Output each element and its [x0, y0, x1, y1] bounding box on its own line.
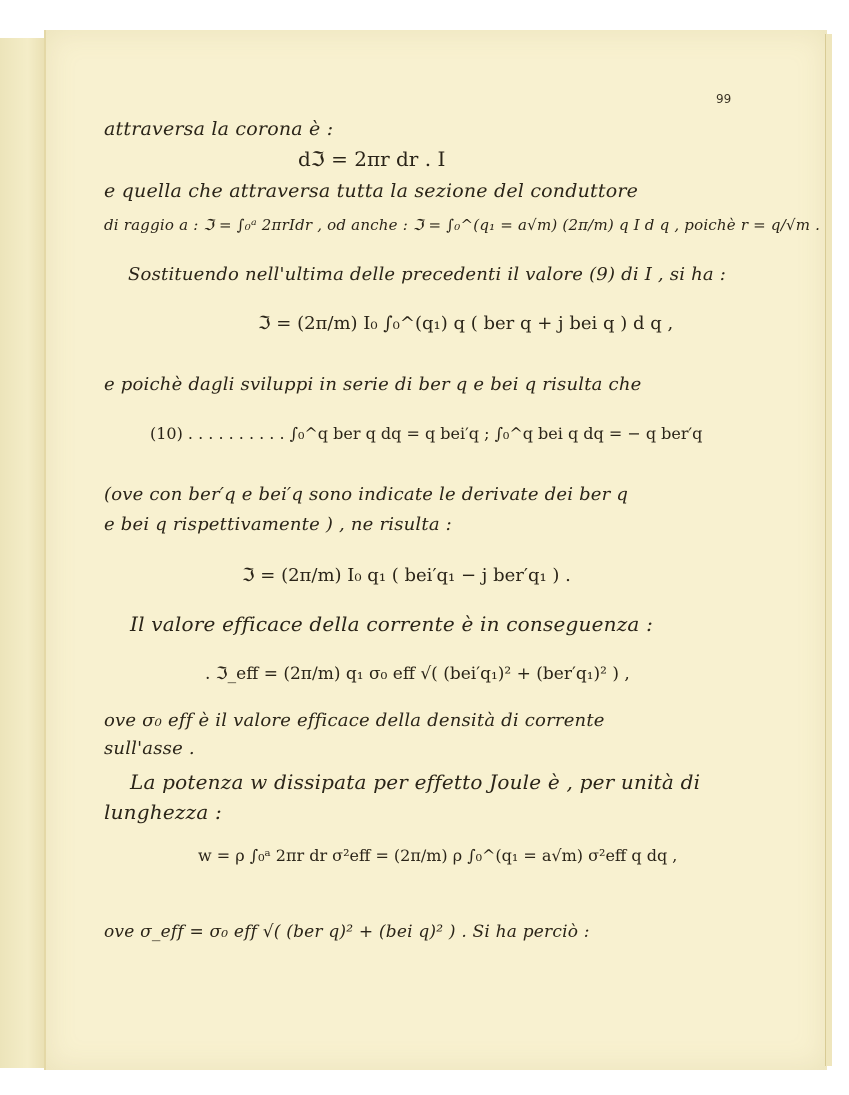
equation-effective-current: . ℑ_eff = (2π/m) q₁ σ₀ eff √( (bei′q₁)² + (ber′q₁)² ) ,	[205, 664, 630, 684]
text-line: Sostituendo nell'ultima delle precedenti il valore (9) di I , si ha :	[128, 264, 726, 285]
text-line: Il valore efficace della corrente è in conseguenza :	[130, 612, 654, 636]
equation-current-integral: di raggio a : ℑ = ∫₀ᵃ 2πrIdr , od anche : ℑ = ∫₀^(q₁ = a√m) (2π/m) q I d q , poichè r = q/√m .	[104, 216, 821, 234]
equation-10: (10) . . . . . . . . . . ∫₀^q ber q dq = q bei′q ; ∫₀^q bei q dq = − q ber′q	[150, 424, 703, 443]
previous-page-strip	[0, 38, 47, 1068]
equation-current-result: ℑ = (2π/m) I₀ q₁ ( bei′q₁ − j ber′q₁ ) .	[242, 565, 571, 586]
text-line: La potenza w dissipata per effetto Joule è , per unità di	[130, 770, 701, 794]
page-edge	[825, 34, 832, 1066]
equation-power: w = ρ ∫₀ᵃ 2πr dr σ²eff = (2π/m) ρ ∫₀^(q₁ = a√m) σ²eff q dq ,	[198, 846, 678, 865]
page-number: 99	[716, 92, 732, 106]
equation-current-ber-bei: ℑ = (2π/m) I₀ ∫₀^(q₁) q ( ber q + j bei q ) d q ,	[258, 313, 674, 334]
text-line: ove σ₀ eff è il valore efficace della densità di corrente	[104, 710, 605, 731]
text-line: e bei q rispettivamente ) , ne risulta :	[104, 514, 452, 535]
text-line: attraversa la corona è :	[104, 118, 334, 140]
text-line: e quella che attraversa tutta la sezione del conduttore	[104, 180, 639, 202]
text-line: e poichè dagli sviluppi in serie di ber q e bei q risulta che	[104, 374, 642, 395]
text-line: lunghezza :	[104, 800, 222, 824]
text-line: (ove con ber′q e bei′q sono indicate le derivate dei ber q	[104, 484, 629, 505]
text-line: sull'asse .	[104, 738, 195, 759]
equation-sigma-eff: ove σ_eff = σ₀ eff √( (ber q)² + (bei q)² ) . Si ha perciò :	[104, 922, 590, 942]
equation-dI: dℑ = 2πr dr . I	[298, 147, 446, 171]
